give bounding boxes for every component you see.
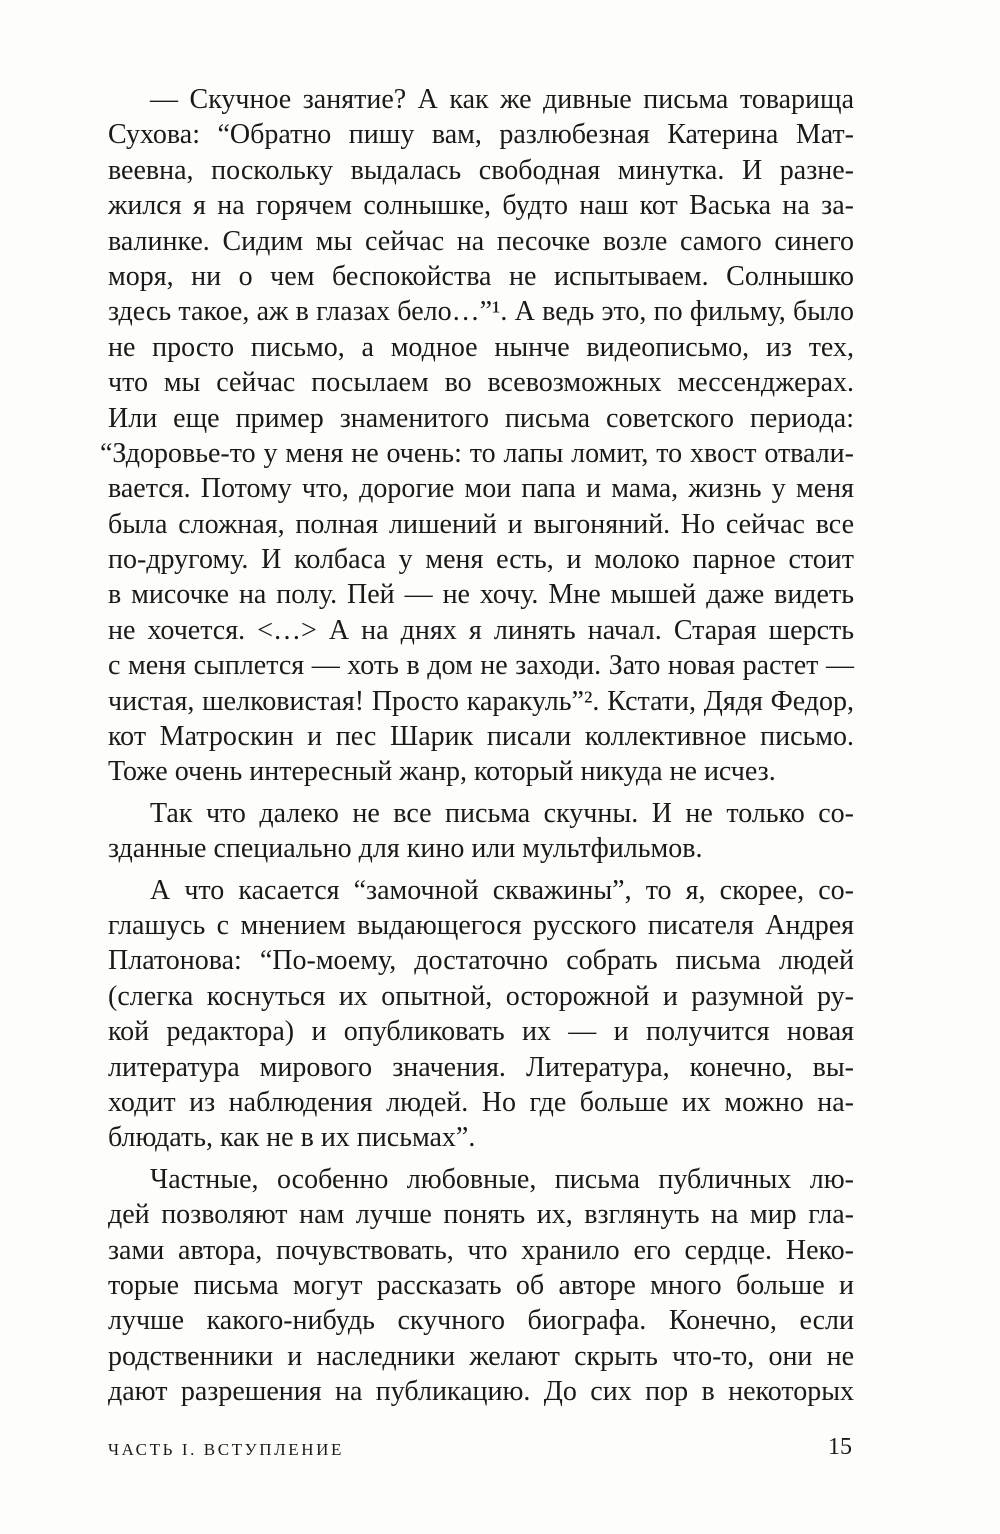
text-line: Тоже очень интересный жанр, который никуда не исчез.	[108, 756, 776, 788]
text-line: — Скучное занятие? А как же дивные письма товарища	[150, 84, 854, 115]
text-line: “Здоровье-то у меня не очень: то лапы ломит, то хвост отвали-	[100, 437, 854, 469]
text-line: по-другому. И колбаса у меня есть, и молоко парное стоит	[108, 544, 854, 576]
text-line: что мы сейчас посылаем во всевозможных мессенджерах.	[108, 367, 854, 399]
text-line: была сложная, полная лишений и выгоняний. Но сейчас все	[108, 508, 854, 540]
text-line: дают разрешения на публикацию. До сих пор в некоторых	[108, 1376, 854, 1408]
paragraph	[108, 796, 854, 867]
text-line: веевна, поскольку выдалась свободная минутка. И разне-	[108, 154, 854, 186]
text-line: Частные, особенно любовные, письма публичных лю-	[150, 1163, 854, 1195]
running-footer-section: ЧАСТЬ I. ВСТУПЛЕНИЕ	[108, 1440, 345, 1459]
paragraph	[100, 82, 854, 790]
text-line: жился я на горячем солнышке, будто наш кот Васька на за-	[108, 190, 854, 222]
text-line: с меня сыплется — хоть в дом не заходи. Зато новая растет —	[108, 650, 854, 682]
body-text	[100, 82, 854, 1409]
text-line: А что касается “замочной скважины”, то я, скорее, со-	[150, 874, 854, 906]
text-line: (слегка коснуться их опытной, осторожной и разумной ру-	[108, 980, 854, 1012]
text-line: зами автора, почувствовать, что хранило его сердце. Неко-	[108, 1234, 854, 1266]
text-line: не просто письмо, а модное нынче видеописьмо, из тех,	[108, 331, 854, 363]
text-line: ходит из наблюдения людей. Но где больше их можно на-	[108, 1086, 854, 1118]
text-line: кой редактора) и опубликовать их — и получится новая	[108, 1016, 854, 1048]
text-line: здесь такое, аж в глазах бело…”¹. А ведь это, по фильму, было	[108, 296, 854, 328]
text-line: литература мирового значения. Литература, конечно, вы-	[108, 1051, 854, 1083]
text-line: в мисочке на полу. Пей — не хочу. Мне мышей даже видеть	[108, 579, 854, 611]
text-line: кот Матроскин и пес Шарик писали коллективное письмо.	[108, 721, 854, 753]
text-line: лучше какого-нибудь скучного биографа. Конечно, если	[108, 1305, 854, 1337]
text-line: моря, ни о чем беспокойства не испытываем. Солнышко	[108, 260, 854, 292]
text-line: Платонова: “По-моему, достаточно собрать письма людей	[108, 945, 854, 977]
text-line: валинке. Сидим мы сейчас на песочке возле самого синего	[108, 225, 854, 257]
text-line: Сухова: “Обратно пишу вам, разлюбезная Катерина Мат-	[108, 119, 854, 151]
text-line: не хочется. <…> А на днях я линять начал. Старая шерсть	[108, 614, 854, 646]
text-line: зданные специально для кино или мультфильмов.	[108, 833, 703, 865]
text-line: Так что далеко не все письма скучны. И не только со-	[150, 797, 854, 829]
text-line: вается. Потому что, дорогие мои папа и мама, жизнь у меня	[108, 473, 854, 505]
text-line: торые письма могут рассказать об авторе много больше и	[108, 1269, 854, 1301]
text-line: родственники и наследники желают скрыть что-то, они не	[108, 1340, 854, 1372]
text-line: Или еще пример знаменитого письма советского периода:	[108, 402, 854, 434]
page-number: 15	[828, 1434, 852, 1460]
text-line: дей позволяют нам лучше понять их, взглянуть на мир гла-	[108, 1199, 854, 1231]
paragraph	[108, 873, 854, 1156]
text-line: блюдать, как не в их письмах”.	[108, 1122, 476, 1154]
text-line: глашусь с мнением выдающегося русского писателя Андрея	[108, 909, 854, 941]
paragraph	[108, 1162, 854, 1410]
text-line: чистая, шелковистая! Просто каракуль”². Кстати, Дядя Федор,	[108, 685, 854, 717]
